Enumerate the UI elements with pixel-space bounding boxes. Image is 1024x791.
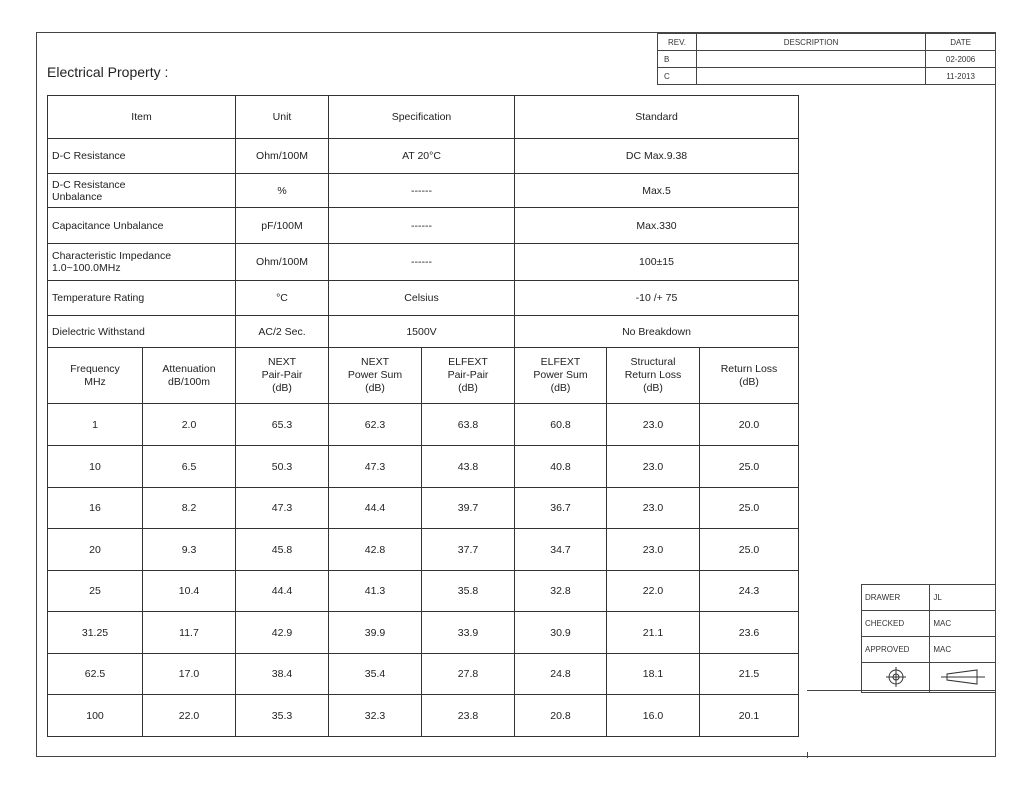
header-line: (dB) xyxy=(550,382,571,394)
unit-cell: pF/100M xyxy=(236,208,329,244)
signoff-row xyxy=(862,637,996,663)
performance-cell: 40.8 xyxy=(515,446,607,488)
header-line: (dB) xyxy=(365,382,385,394)
header-line: ELFEXT xyxy=(448,356,488,368)
date-cell: 02-2006 xyxy=(926,51,996,68)
performance-row xyxy=(48,446,799,488)
performance-cell: 38.4 xyxy=(236,654,329,695)
header-line: Attenuation xyxy=(162,362,216,375)
checked-label: CHECKED xyxy=(862,611,930,637)
performance-cell: 60.8 xyxy=(515,404,607,446)
performance-cell: 47.3 xyxy=(236,488,329,529)
performance-cell: 30.9 xyxy=(515,612,607,654)
performance-cell: 6.5 xyxy=(143,446,236,488)
performance-cell: 45.8 xyxy=(236,529,329,571)
item-cell: Dielectric Withstand xyxy=(48,316,236,348)
performance-row xyxy=(48,571,799,612)
property-row xyxy=(48,174,799,208)
performance-cell: 10.4 xyxy=(143,571,236,612)
performance-cell: 35.4 xyxy=(329,654,422,695)
performance-cell: 32.3 xyxy=(329,695,422,737)
revision-header-row xyxy=(658,34,996,51)
performance-cell: 44.4 xyxy=(236,571,329,612)
performance-cell: 23.0 xyxy=(607,446,700,488)
performance-cell: 42.8 xyxy=(329,529,422,571)
standard-cell: 100±15 xyxy=(515,244,799,281)
performance-cell: 25.0 xyxy=(700,529,799,571)
performance-row xyxy=(48,612,799,654)
item-text: Characteristic Impedance 1.0~100.0MHz xyxy=(52,250,172,274)
header-line: Frequency xyxy=(70,362,120,375)
return-loss-header xyxy=(700,348,799,404)
performance-row xyxy=(48,488,799,529)
revision-row xyxy=(658,51,996,68)
performance-cell: 21.5 xyxy=(700,654,799,695)
signoff-symbol-row xyxy=(862,663,996,693)
standard-cell: -10 /+ 75 xyxy=(515,281,799,316)
elfext-pair-header xyxy=(422,348,515,404)
performance-cell: 1 xyxy=(48,404,143,446)
rev-cell: C xyxy=(658,68,697,85)
property-row xyxy=(48,139,799,174)
header-line: Return Loss xyxy=(624,369,682,381)
page-title: Electrical Property : xyxy=(47,64,169,80)
item-cell: D-C Resistance xyxy=(48,139,236,174)
performance-cell: 10 xyxy=(48,446,143,488)
performance-row xyxy=(48,404,799,446)
header-line: Return Loss xyxy=(720,362,778,375)
header-line: NEXT xyxy=(360,356,389,368)
performance-cell: 9.3 xyxy=(143,529,236,571)
description-cell xyxy=(696,68,925,85)
standard-cell: Max.5 xyxy=(515,174,799,208)
property-row xyxy=(48,316,799,348)
unit-header: Unit xyxy=(236,96,329,139)
approved-label: APPROVED xyxy=(862,637,930,663)
header-line: Pair-Pair xyxy=(447,369,489,381)
signoff-table xyxy=(861,584,996,693)
properties-header-row xyxy=(48,96,799,139)
performance-cell: 39.7 xyxy=(422,488,515,529)
performance-cell: 22.0 xyxy=(607,571,700,612)
drawer-value: JL xyxy=(930,585,996,611)
revision-row xyxy=(658,68,996,85)
performance-cell: 33.9 xyxy=(422,612,515,654)
performance-cell: 43.8 xyxy=(422,446,515,488)
performance-cell: 47.3 xyxy=(329,446,422,488)
performance-cell: 22.0 xyxy=(143,695,236,737)
performance-cell: 44.4 xyxy=(329,488,422,529)
performance-cell: 24.3 xyxy=(700,571,799,612)
performance-cell: 23.6 xyxy=(700,612,799,654)
performance-header-row xyxy=(48,348,799,404)
item-header: Item xyxy=(48,96,236,139)
elfext-powersum-header xyxy=(515,348,607,404)
performance-body xyxy=(48,404,799,737)
performance-cell: 23.0 xyxy=(607,488,700,529)
performance-cell: 23.0 xyxy=(607,404,700,446)
performance-cell: 35.3 xyxy=(236,695,329,737)
frequency-header xyxy=(48,348,143,404)
header-line: ELFEXT xyxy=(540,356,581,368)
next-pair-header xyxy=(236,348,329,404)
performance-cell: 20 xyxy=(48,529,143,571)
header-line: (dB) xyxy=(739,375,759,388)
header-line: (dB) xyxy=(643,382,663,394)
performance-table xyxy=(47,347,799,737)
performance-cell: 65.3 xyxy=(236,404,329,446)
approved-value: MAC xyxy=(930,637,996,663)
signoff-row xyxy=(862,585,996,611)
unit-cell: AC/2 Sec. xyxy=(236,316,329,348)
standard-cell: DC Max.9.38 xyxy=(515,139,799,174)
performance-cell: 63.8 xyxy=(422,404,515,446)
item-cell: Capacitance Unbalance xyxy=(48,208,236,244)
performance-cell: 16.0 xyxy=(607,695,700,737)
standard-cell: Max.330 xyxy=(515,208,799,244)
standard-header: Standard xyxy=(515,96,799,139)
unit-cell: Ohm/100M xyxy=(236,244,329,281)
signoff-row xyxy=(862,611,996,637)
performance-cell: 17.0 xyxy=(143,654,236,695)
performance-cell: 25.0 xyxy=(700,446,799,488)
performance-cell: 62.3 xyxy=(329,404,422,446)
item-cell xyxy=(48,174,236,208)
performance-cell: 2.0 xyxy=(143,404,236,446)
header-line: Structural xyxy=(630,356,676,368)
divider-tick xyxy=(807,752,808,758)
performance-cell: 20.8 xyxy=(515,695,607,737)
performance-cell: 39.9 xyxy=(329,612,422,654)
header-line: Power Sum xyxy=(347,369,403,381)
checked-value: MAC xyxy=(930,611,996,637)
spec-cell: ------ xyxy=(329,208,515,244)
performance-cell: 20.0 xyxy=(700,404,799,446)
spec-cell: ------ xyxy=(329,244,515,281)
projection-symbol-cell xyxy=(862,663,930,693)
attenuation-header xyxy=(143,348,236,404)
performance-cell: 42.9 xyxy=(236,612,329,654)
performance-cell: 62.5 xyxy=(48,654,143,695)
performance-cell: 23.8 xyxy=(422,695,515,737)
item-cell xyxy=(48,244,236,281)
spec-cell: 1500V xyxy=(329,316,515,348)
performance-row xyxy=(48,654,799,695)
header-line: NEXT xyxy=(267,356,296,368)
divider-line xyxy=(807,690,996,691)
performance-cell: 34.7 xyxy=(515,529,607,571)
description-cell xyxy=(696,51,925,68)
header-line: MHz xyxy=(84,375,106,388)
date-header: DATE xyxy=(926,34,996,51)
header-line: Power Sum xyxy=(533,369,588,381)
rev-header: REV. xyxy=(658,34,697,51)
performance-cell: 50.3 xyxy=(236,446,329,488)
performance-cell: 41.3 xyxy=(329,571,422,612)
performance-cell: 25 xyxy=(48,571,143,612)
spec-cell: Celsius xyxy=(329,281,515,316)
taper-symbol-icon xyxy=(939,667,987,687)
date-cell: 11-2013 xyxy=(926,68,996,85)
performance-cell: 16 xyxy=(48,488,143,529)
unit-cell: Ohm/100M xyxy=(236,139,329,174)
performance-cell: 20.1 xyxy=(700,695,799,737)
item-text: D-C Resistance Unbalance xyxy=(52,178,126,203)
drawer-label: DRAWER xyxy=(862,585,930,611)
header-line: dB/100m xyxy=(167,375,211,388)
property-row xyxy=(48,208,799,244)
rev-cell: B xyxy=(658,51,697,68)
spec-cell: ------ xyxy=(329,174,515,208)
property-row xyxy=(48,281,799,316)
performance-cell: 8.2 xyxy=(143,488,236,529)
performance-row xyxy=(48,529,799,571)
projection-symbol-icon xyxy=(884,665,908,689)
header-line: (dB) xyxy=(272,382,292,394)
specification-header: Specification xyxy=(329,96,515,139)
item-cell: Temperature Rating xyxy=(48,281,236,316)
header-line: Pair-Pair xyxy=(261,369,303,381)
performance-cell: 11.7 xyxy=(143,612,236,654)
spec-cell: AT 20°C xyxy=(329,139,515,174)
standard-cell: No Breakdown xyxy=(515,316,799,348)
performance-cell: 27.8 xyxy=(422,654,515,695)
header-line: (dB) xyxy=(458,382,478,394)
performance-cell: 21.1 xyxy=(607,612,700,654)
performance-cell: 23.0 xyxy=(607,529,700,571)
performance-cell: 25.0 xyxy=(700,488,799,529)
revision-table xyxy=(657,33,996,85)
performance-cell: 31.25 xyxy=(48,612,143,654)
performance-cell: 24.8 xyxy=(515,654,607,695)
unit-cell: °C xyxy=(236,281,329,316)
performance-cell: 36.7 xyxy=(515,488,607,529)
performance-row xyxy=(48,695,799,737)
next-powersum-header xyxy=(329,348,422,404)
unit-cell: % xyxy=(236,174,329,208)
taper-symbol-cell xyxy=(930,663,996,693)
description-header: DESCRIPTION xyxy=(696,34,925,51)
performance-cell: 32.8 xyxy=(515,571,607,612)
structural-return-loss-header xyxy=(607,348,700,404)
performance-cell: 100 xyxy=(48,695,143,737)
property-row xyxy=(48,244,799,281)
performance-cell: 37.7 xyxy=(422,529,515,571)
properties-table xyxy=(47,95,799,348)
performance-cell: 35.8 xyxy=(422,571,515,612)
performance-cell: 18.1 xyxy=(607,654,700,695)
